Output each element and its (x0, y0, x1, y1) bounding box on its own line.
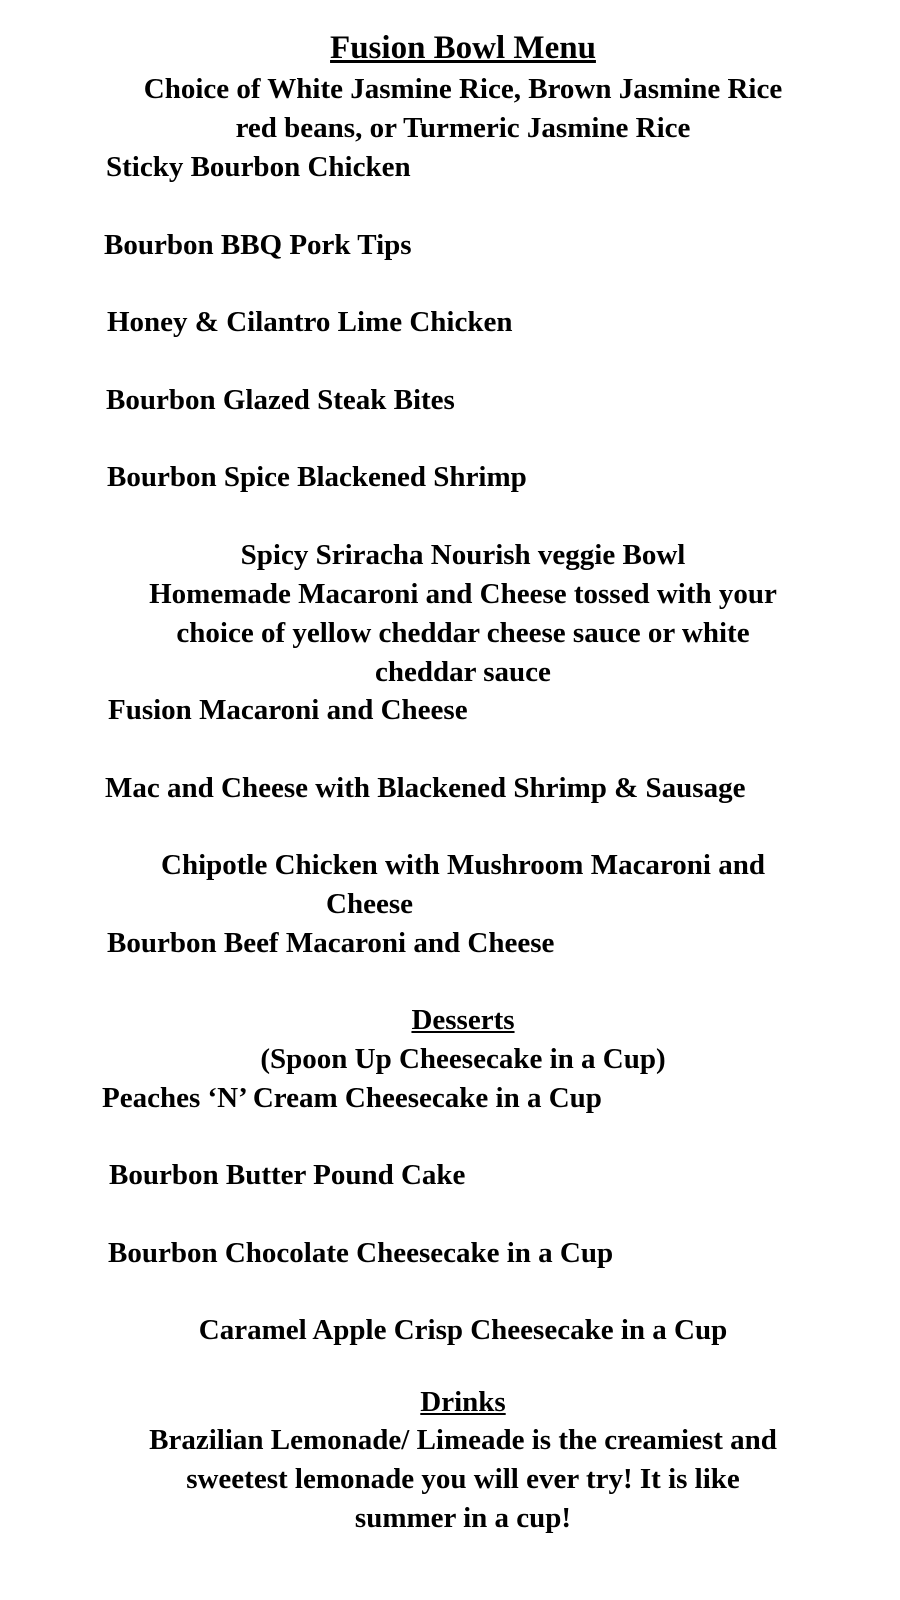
bowl-item: Bourbon Spice Blackened Shrimp (107, 461, 527, 493)
mac-item: Bourbon Beef Macaroni and Cheese (107, 927, 555, 959)
desserts-subheading: (Spoon Up Cheesecake in a Cup) (260, 1043, 666, 1075)
desserts-heading: Desserts (411, 1004, 515, 1036)
drink-description-line: sweetest lemonade you will ever try! It is like (186, 1463, 740, 1495)
mac-intro-line: choice of yellow cheddar cheese sauce or white (176, 617, 750, 649)
bowl-item: Honey & Cilantro Lime Chicken (107, 306, 513, 338)
mac-item-continued: Cheese (326, 888, 413, 920)
dessert-item: Caramel Apple Crisp Cheesecake in a Cup (198, 1314, 728, 1346)
mac-item: Chipotle Chicken with Mushroom Macaroni and (161, 849, 765, 881)
bowl-item: Bourbon Glazed Steak Bites (106, 384, 455, 416)
mac-item: Fusion Macaroni and Cheese (108, 694, 468, 726)
drink-description-line: summer in a cup! (354, 1502, 572, 1534)
dessert-item: Bourbon Butter Pound Cake (109, 1159, 466, 1191)
mac-item: Mac and Cheese with Blackened Shrimp & Sausage (105, 772, 746, 804)
mac-intro-line: Homemade Macaroni and Cheese tossed with your (149, 578, 777, 610)
drinks-heading: Drinks (420, 1386, 506, 1418)
menu-title: Fusion Bowl Menu (330, 30, 596, 66)
bowl-item: Bourbon BBQ Pork Tips (104, 229, 412, 261)
bowls-intro-line: red beans, or Turmeric Jasmine Rice (235, 112, 691, 144)
bowl-item: Sticky Bourbon Chicken (106, 151, 411, 183)
dessert-item: Peaches ‘N’ Cream Cheesecake in a Cup (102, 1082, 602, 1114)
mac-intro-line: cheddar sauce (375, 656, 551, 688)
bowl-item: Spicy Sriracha Nourish veggie Bowl (240, 539, 686, 571)
drink-description-line: Brazilian Lemonade/ Limeade is the creamiest and (149, 1424, 777, 1456)
dessert-item: Bourbon Chocolate Cheesecake in a Cup (108, 1237, 614, 1269)
bowls-intro-line: Choice of White Jasmine Rice, Brown Jasmine Rice (143, 73, 783, 105)
